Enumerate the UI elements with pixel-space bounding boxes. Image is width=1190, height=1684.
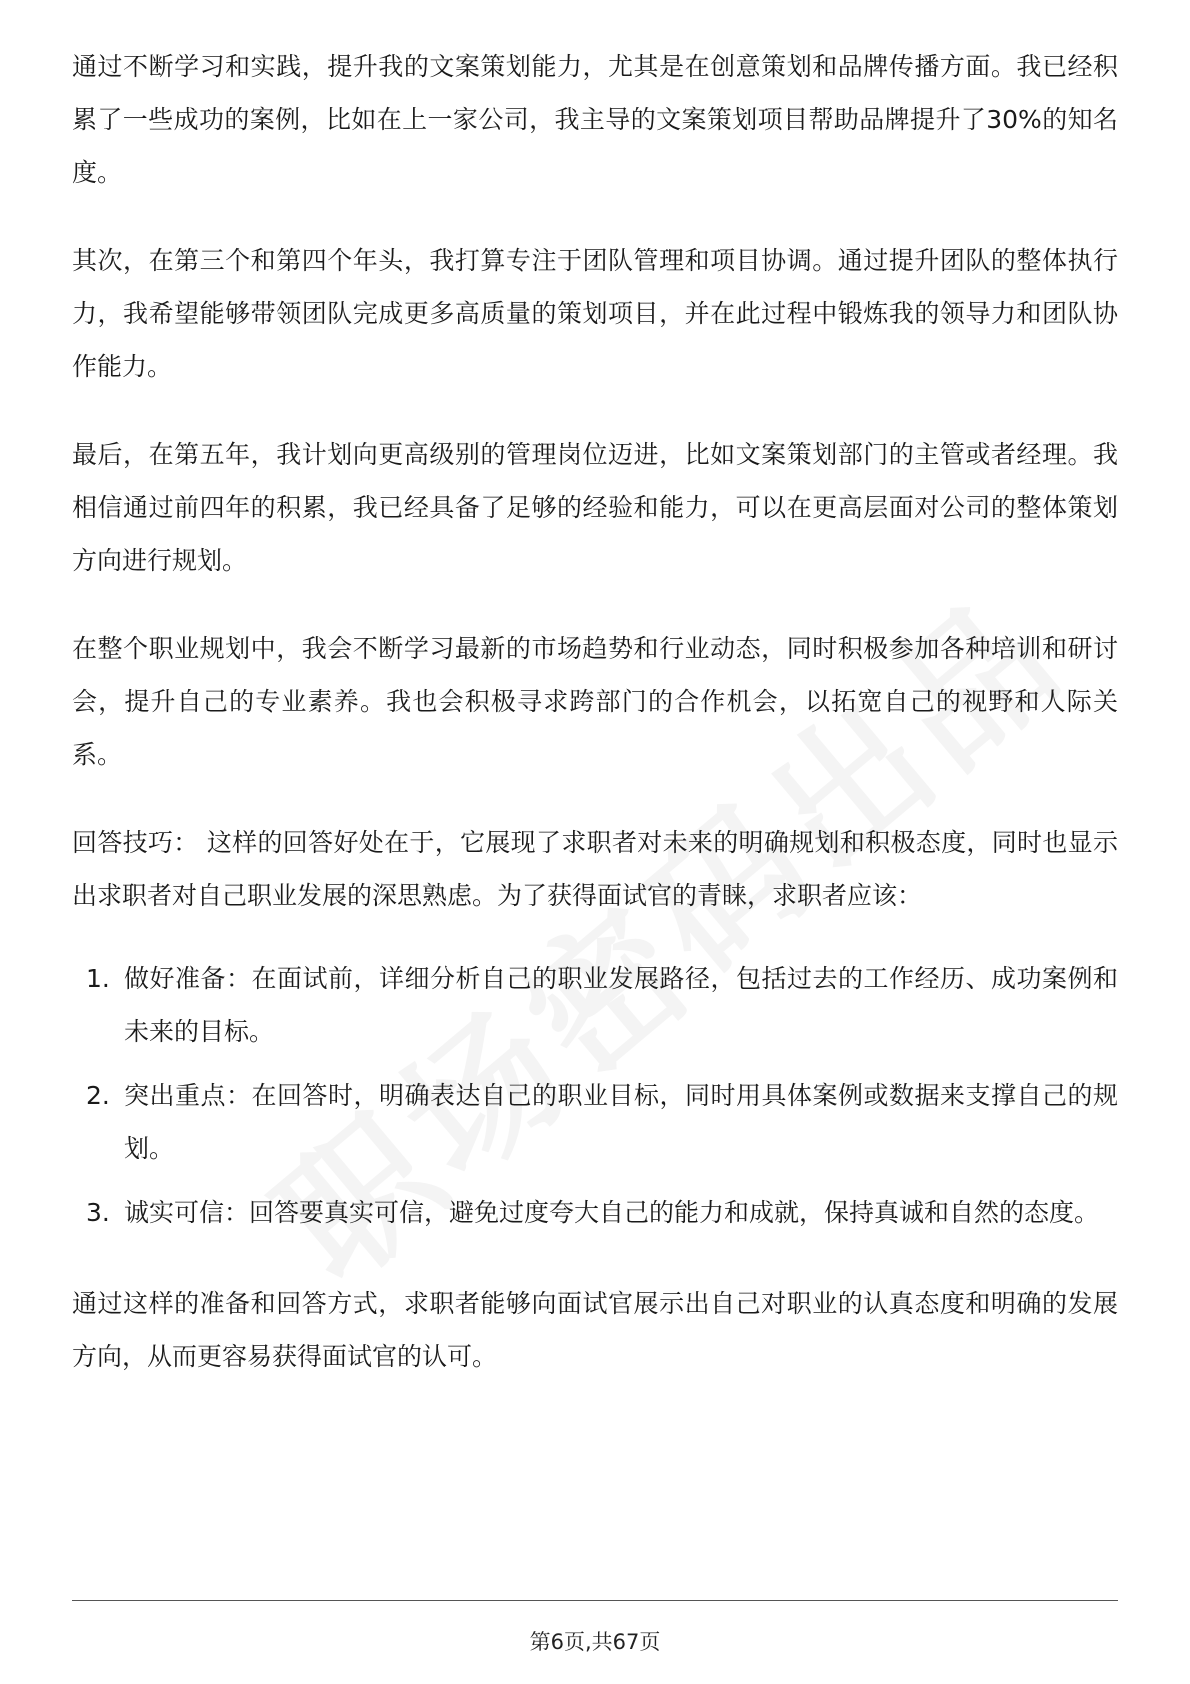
tips-list — [72, 952, 1118, 1239]
list-item-text: 做好准备：在面试前，详细分析自己的职业发展路径，包括过去的工作经历、成功案例和未来的目标。 — [124, 964, 1118, 1046]
list-item-text: 突出重点：在回答时，明确表达自己的职业目标，同时用具体案例或数据来支撑自己的规划。 — [124, 1081, 1118, 1163]
page-number: 第6页,共67页 — [529, 1630, 661, 1654]
list-number: 3. — [86, 1198, 110, 1227]
paragraph-3: 最后，在第五年，我计划向更高级别的管理岗位迈进，比如文案策划部门的主管或者经理。我相信通过前四年的积累，我已经具备了足够的经验和能力，可以在更高层面对公司的整体策划方向进行规划。 — [72, 440, 1118, 575]
list-number: 2. — [86, 1081, 110, 1110]
paragraph-4: 在整个职业规划中，我会不断学习最新的市场趋势和行业动态，同时积极参加各种培训和研讨会，提升自己的专业素养。我也会积极寻求跨部门的合作机会，以拓宽自己的视野和人际关系。 — [72, 634, 1118, 769]
list-item — [72, 952, 1118, 1058]
list-item — [72, 1186, 1118, 1239]
paragraph-1: 通过不断学习和实践，提升我的文案策划能力，尤其是在创意策划和品牌传播方面。我已经积累了一些成功的案例，比如在上一家公司，我主导的文案策划项目帮助品牌提升了30%的知名度。 — [72, 52, 1118, 187]
document-body — [72, 40, 1118, 1418]
paragraph-answer-tips: 回答技巧： 这样的回答好处在于，它展现了求职者对未来的明确规划和积极态度，同时也显示出求职者对自己职业发展的深思熟虑。为了获得面试官的青睐，求职者应该： — [72, 828, 1118, 910]
paragraph-conclusion: 通过这样的准备和回答方式，求职者能够向面试官展示出自己对职业的认真态度和明确的发展方向，从而更容易获得面试官的认可。 — [72, 1289, 1118, 1371]
list-number: 1. — [86, 964, 110, 993]
footer-divider — [72, 1600, 1118, 1601]
paragraph-2: 其次，在第三个和第四个年头，我打算专注于团队管理和项目协调。通过提升团队的整体执行力，我希望能够带领团队完成更多高质量的策划项目，并在此过程中锻炼我的领导力和团队协作能力。 — [72, 246, 1118, 381]
list-item — [72, 1069, 1118, 1175]
list-item-text: 诚实可信：回答要真实可信，避免过度夸大自己的能力和成就，保持真诚和自然的态度。 — [124, 1198, 1100, 1227]
